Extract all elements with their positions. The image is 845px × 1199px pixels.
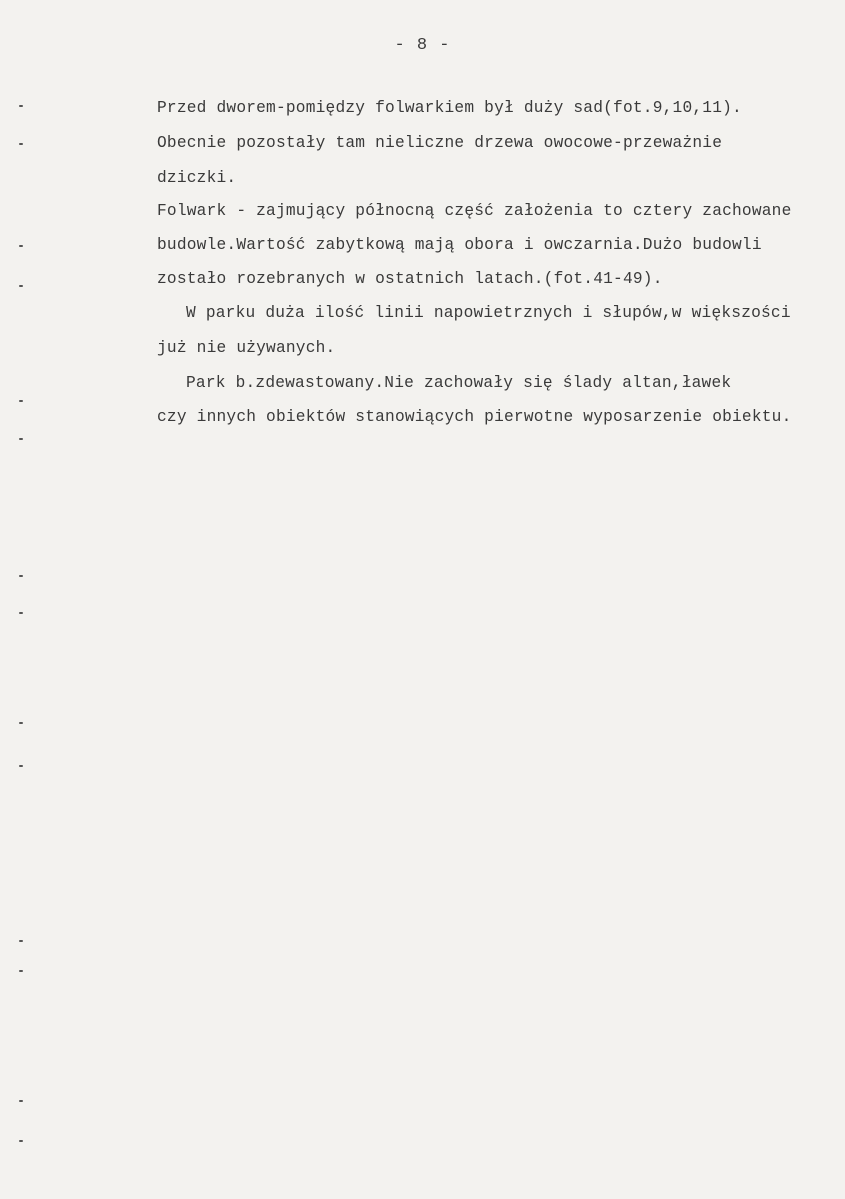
margin-mark <box>19 285 23 287</box>
margin-mark <box>19 143 23 145</box>
margin-mark <box>19 400 23 402</box>
margin-mark <box>19 1100 23 1102</box>
text-line: W parku duża ilość linii napowietrznych i słupów,w większości <box>186 304 791 322</box>
margin-mark <box>19 612 23 614</box>
text-line: Folwark - zajmujący północną część założenia to cztery zachowane <box>157 202 792 220</box>
text-line: Obecnie pozostały tam nieliczne drzewa owocowe-przeważnie <box>157 134 723 152</box>
text-line: już nie używanych. <box>157 339 336 357</box>
text-line: dziczki. <box>157 169 237 187</box>
margin-mark <box>19 765 23 767</box>
text-line: budowle.Wartość zabytkową mają obora i owczarnia.Dużo budowli <box>157 236 762 254</box>
text-line: zostało rozebranych w ostatnich latach.(fot.41-49). <box>157 270 663 288</box>
margin-mark <box>19 970 23 972</box>
text-line: czy innych obiektów stanowiących pierwotne wyposarzenie obiektu. <box>157 408 792 426</box>
margin-mark <box>19 722 23 724</box>
margin-mark <box>19 575 23 577</box>
text-line: Przed dworem-pomiędzy folwarkiem był duży sad(fot.9,10,11). <box>157 99 742 117</box>
margin-mark <box>19 105 23 107</box>
margin-mark <box>19 1140 23 1142</box>
margin-mark <box>19 245 23 247</box>
page-number: - 8 - <box>394 36 451 55</box>
text-line: Park b.zdewastowany.Nie zachowały się ślady altan,ławek <box>186 374 732 392</box>
margin-mark <box>19 940 23 942</box>
margin-mark <box>19 438 23 440</box>
